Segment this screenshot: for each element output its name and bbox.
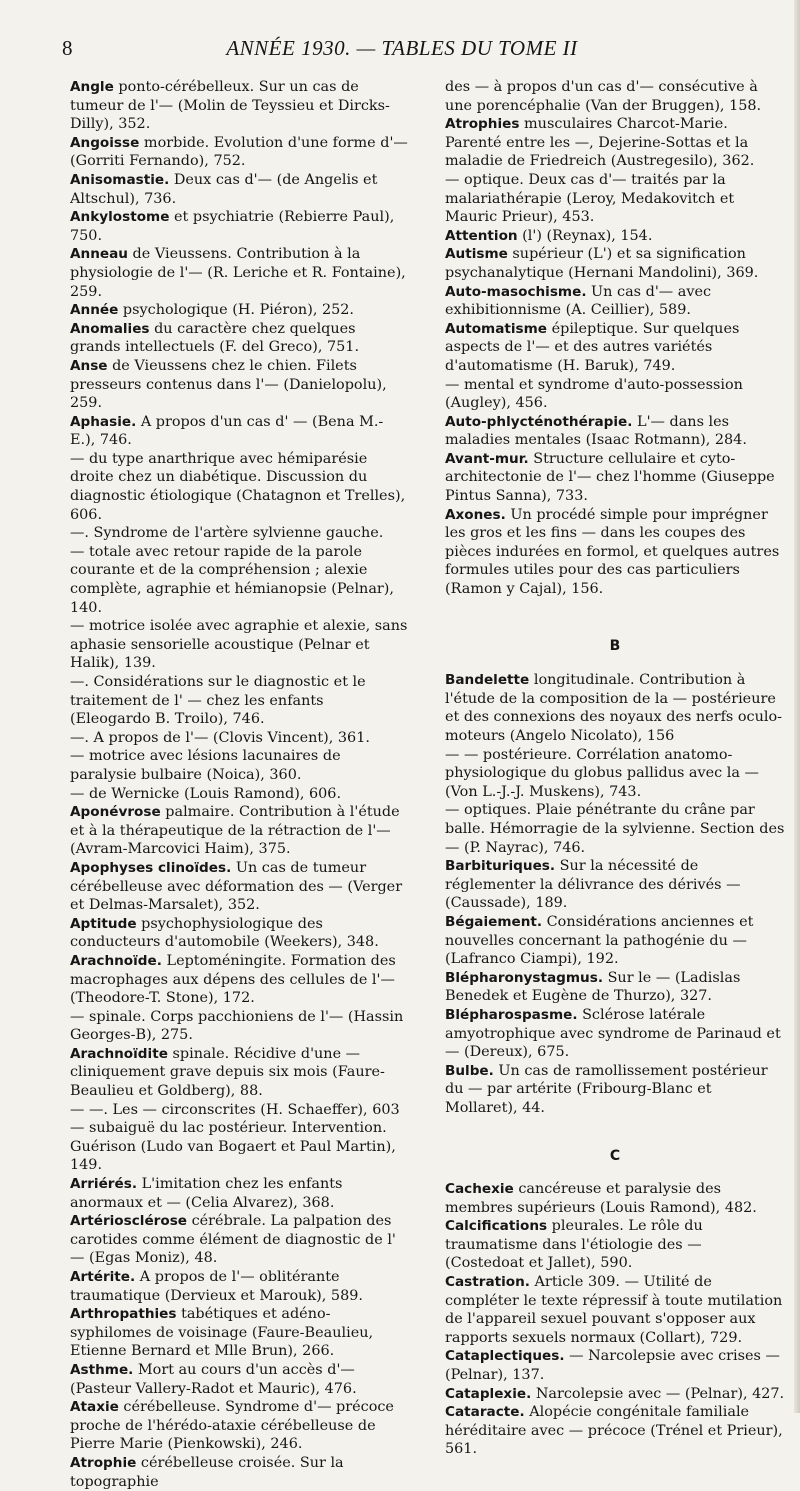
index-entry (70, 1101, 408, 1120)
index-entry (445, 671, 785, 745)
entry-text: — spinale. Corps pacchioniens de l'— (Hassin Georges-B), 275. (70, 1008, 404, 1044)
index-entry (70, 1119, 408, 1175)
entry-text: et psychiatrie (Rebierre Paul), 750. (70, 209, 395, 244)
entry-text: morbide. Evolution d'une forme d'— (Gorriti Fernando), 752. (70, 134, 408, 170)
entry-headword: Auto-masochisme. (445, 283, 587, 300)
entry-headword: Arachnoïde. (70, 952, 162, 969)
entry-text: Article 309. — Utilité de compléter le texte répressif à toute mutilation de l'appareil sexuel pouvant s'opposer aux rapports sexuels normaux (Collart), 729. (445, 1274, 783, 1346)
page-number: 8 (62, 36, 73, 60)
index-entry (445, 913, 785, 969)
index-entry (70, 729, 408, 748)
entry-text: — optique. Deux cas d'— traités par la malariathérapie (Leroy, Medakovitch et Mauric Prieur), 453. (445, 171, 735, 226)
index-entry (70, 357, 408, 413)
entry-text: Un procédé simple pour imprégner les gros et les fins — dans les coupes des pièces indurées en formol, et quelques autres formules utiles pour des cas particuliers (Ramon y Cajal), 156. (445, 506, 780, 598)
entry-text: Alopécie congénitale familiale héréditaire avec — précoce (Trénel et Prieur), 561. (445, 1404, 783, 1458)
entry-text: tabétiques et adéno-syphilomes de voisinage (Faure-Beaulieu, Etienne Bernard et Mlle Brun), 266. (70, 1306, 374, 1360)
index-entry (445, 1273, 785, 1347)
index-entry (445, 801, 785, 857)
entry-text: —. Syndrome de l'artère sylvienne gauche. (70, 525, 384, 542)
index-entry (70, 413, 408, 450)
entry-headword: Apophyses clinoïdes. (70, 859, 232, 876)
entry-headword: Blépharospasme. (445, 1006, 578, 1023)
entry-headword: Barbituriques. (445, 858, 556, 875)
entry-headword: Arthropathies (70, 1306, 177, 1323)
entry-headword: Atrophies (445, 116, 520, 133)
entry-headword: Automatisme (445, 320, 548, 337)
entry-headword: Cataracte. (445, 1404, 525, 1421)
entry-text: — de Wernicke (Louis Ramond), 606. (70, 785, 342, 802)
page-edge (794, 0, 800, 1413)
index-entry (445, 283, 785, 320)
entry-text: — motrice isolée avec agraphie et alexie, sans aphasie sensorielle acoustique (Pelnar et Halik), 139. (70, 618, 408, 672)
entry-text: pleurales. Le rôle du traumatisme dans l'étiologie des — (Costedoat et Jallet), 590. (445, 1218, 703, 1272)
right-entries-c (445, 1180, 785, 1459)
index-entry (70, 785, 408, 804)
entry-headword: Cachexie (445, 1181, 514, 1198)
index-entry (445, 376, 785, 413)
index-entry (445, 1385, 785, 1404)
left-column (70, 78, 408, 1491)
index-entry (445, 1062, 785, 1118)
index-entry (70, 171, 408, 208)
entry-text: Un cas d'— avec exhibitionnisme (A. Ceillier), 589. (445, 283, 712, 319)
entry-headword: Axones. (445, 506, 506, 523)
index-entry (445, 1180, 785, 1217)
index-entry (70, 1454, 408, 1491)
entry-headword: Artériosclérose (70, 1213, 188, 1230)
index-entry (70, 208, 408, 245)
entry-headword: Angoisse (70, 134, 140, 151)
entry-text: Deux cas d'— (de Angelis et Altschul), 736. (70, 171, 378, 207)
entry-headword: Cataplectiques. (445, 1348, 565, 1365)
entry-text: Sur la nécessité de réglementer la délivrance des dérivés — (Caussade), 189. (445, 858, 741, 912)
index-entry (70, 301, 408, 320)
index-entry (70, 915, 408, 952)
entry-text: — —. Les — circonscrites (H. Schaeffer), 603 (70, 1101, 400, 1118)
entry-headword: Ataxie (70, 1399, 119, 1416)
entry-headword: Année (70, 302, 119, 319)
entry-text: Narcolepsie avec — (Pelnar), 427. (531, 1385, 785, 1402)
entry-text: cérébrale. La palpation des carotides comme élément de diagnostic de l' — (Egas Moniz), 48. (70, 1213, 396, 1267)
entry-text: Leptoméningite. Formation des macrophages aux dépens des cellules de l'— (Theodore-T. Stone), 172. (70, 952, 396, 1007)
entry-headword: Asthme. (70, 1361, 134, 1378)
index-entry (445, 1403, 785, 1459)
entry-text: cérébelleuse. Syndrome d'— précoce proche de l'hérédo-ataxie cérébelleuse de Pierre Marie (Pienkowski), 246. (70, 1399, 394, 1453)
entry-headword: Anneau (70, 246, 128, 263)
index-entry (70, 803, 408, 859)
entry-headword: Bandelette (445, 672, 530, 689)
index-entry (70, 1398, 408, 1454)
entry-headword: Attention (445, 227, 518, 244)
entry-text: — motrice avec lésions lacunaires de paralysie bulbaire (Noica), 360. (70, 748, 341, 783)
index-entry (70, 1175, 408, 1212)
entry-text: des — à propos d'un cas d'— consécutive à une porencéphalie (Van der Bruggen), 158. (445, 79, 762, 114)
entry-text: (l') (Reynax), 154. (517, 227, 653, 244)
entry-headword: Bégaiement. (445, 913, 543, 930)
entry-headword: Aptitude (70, 915, 137, 932)
index-entry (70, 1045, 408, 1101)
index-entry (445, 506, 785, 599)
entry-text: Sur le — (Ladislas Benedek et Eugène de Thurzo), 327. (445, 969, 741, 1005)
entry-text: Mort au cours d'un accès d'— (Pasteur Vallery-Radot et Mauric), 476. (70, 1361, 357, 1397)
entry-headword: Arriérés. (70, 1176, 137, 1193)
entry-text: Structure cellulaire et cyto-architectonie de l'— chez l'homme (Giuseppe Pintus Sanna), 733. (445, 450, 775, 505)
entry-text: Un cas de ramollissement postérieur du — par artérite (Fribourg-Blanc et Mollaret), 44. (445, 1062, 768, 1116)
entry-text: Sclérose latérale amyotrophique avec syndrome de Parinaud et — (Dereux), 675. (445, 1006, 781, 1061)
index-entry (70, 78, 408, 134)
entry-text: — Narcolepsie avec crises — (Pelnar), 137. (445, 1348, 780, 1383)
index-entry (445, 746, 785, 802)
entry-headword: Anisomastie. (70, 171, 170, 188)
index-entry (445, 227, 785, 246)
entry-text: de Vieussens chez le chien. Filets presseurs contenus dans l'— (Danielopolu), 259. (70, 357, 387, 412)
entry-headword: Angle (70, 79, 114, 95)
index-entry (70, 1361, 408, 1398)
entry-headword: Aponévrose (70, 804, 161, 821)
index-entry (70, 673, 408, 729)
entry-text: —. Considérations sur le diagnostic et le traitement de l' — chez les enfants (Eleogardo B. Troilo), 746. (70, 674, 366, 728)
entry-text: — totale avec retour rapide de la parole courante et de la compréhension ; alexie complète, agraphie et hémianopsie (Pelnar), 140. (70, 543, 394, 616)
running-title: ANNÉE 1930. — TABLES DU TOME II (226, 36, 578, 60)
index-entry (70, 1008, 408, 1045)
index-entry (70, 320, 408, 357)
entry-text: — — postérieure. Corrélation anatomo-physiologique du globus pallidus avec la — (Von L.-J.-J. Muskens), 743. (445, 746, 759, 800)
index-entry (445, 1006, 785, 1062)
entry-text: cancéreuse et paralysie des membres supérieurs (Louis Ramond), 482. (445, 1181, 757, 1216)
index-entry (445, 245, 785, 282)
entry-text: Considérations anciennes et nouvelles concernant la pathogénie du — (Lafranco Ciampi), 192. (445, 913, 754, 968)
index-entry (70, 1212, 408, 1268)
right-entries-b (445, 671, 785, 1117)
entry-text: — mental et syndrome d'auto-possession (Augley), 456. (445, 376, 743, 412)
right-column (445, 78, 785, 1459)
index-entry (70, 524, 408, 543)
right-entries-a (445, 78, 785, 599)
entry-text: épileptique. Sur quelques aspects de l'— et des autres variétés d'automatisme (H. Baruk), 749. (445, 320, 740, 374)
section-letter-c: C (609, 1148, 621, 1165)
index-entry (445, 171, 785, 227)
entry-text: A propos d'un cas d' — (Bena M.-E.), 746. (70, 413, 384, 449)
entry-headword: Castration. (445, 1274, 530, 1291)
entry-headword: Artérite. (70, 1269, 136, 1285)
entry-text: ponto-cérébelleux. Sur un cas de tumeur de l'— (Molin de Teyssieu et Dircks-Dilly), 352. (70, 79, 390, 133)
entry-headword: Auto-phlycténothérapie. (445, 413, 633, 430)
entry-text: spinale. Récidive d'une — cliniquement grave depuis six mois (Faure-Beaulieu et Goldberg), 88. (70, 1045, 385, 1100)
index-entry (445, 857, 785, 913)
entry-text: longitudinale. Contribution à l'étude de la composition de la — postérieure et des connexions des noyaux des nerfs oculo-moteurs (Angelo Nicolato), 156 (445, 672, 782, 744)
index-entry (70, 245, 408, 301)
entry-headword: Bulbe. (445, 1062, 494, 1079)
index-entry (70, 1305, 408, 1361)
index-entry (445, 1217, 785, 1273)
entry-text: du caractère chez quelques grands intellectuels (F. del Greco), 751. (70, 320, 360, 356)
entry-text: — optiques. Plaie pénétrante du crâne par balle. Hémorragie de la sylvienne. Section des — (P. Nayrac), 746. (445, 802, 785, 856)
entry-headword: Aphasie. (70, 413, 137, 430)
index-entry (70, 859, 408, 915)
index-entry (445, 1347, 785, 1384)
index-entry (70, 617, 408, 673)
entry-text: — du type anarthrique avec hémiparésie droite chez un diabétique. Discussion du diagnostic étiologique (Chatagnon et Trelles), 606. (70, 450, 406, 523)
index-entry (445, 969, 785, 1006)
index-entry (445, 115, 785, 171)
entry-text: cérébelleuse croisée. Sur la topographie (70, 1454, 344, 1490)
index-entry (70, 134, 408, 171)
section-letter-b: B (609, 637, 621, 654)
entry-text: supérieur (L') et sa signification psychanalytique (Hernani Mandolini), 369. (445, 246, 759, 281)
entry-headword: Arachnoïdite (70, 1045, 168, 1062)
entry-headword: Calcifications (445, 1218, 548, 1235)
index-entry (445, 413, 785, 450)
entry-text: L'imitation chez les enfants anormaux et — (Celia Alvarez), 368. (70, 1176, 343, 1211)
running-header (62, 36, 742, 66)
index-entry (70, 952, 408, 1008)
entry-text: Un cas de tumeur cérébelleuse avec déformation des — (Verger et Delmas-Marsalet), 352. (70, 859, 403, 914)
entry-text: psychophysiologique des conducteurs d'automobile (Weekers), 348. (70, 915, 379, 951)
entry-text: de Vieussens. Contribution à la physiologie de l'— (R. Leriche et R. Fontaine), 259. (70, 246, 406, 300)
entry-text: — subaiguë du lac postérieur. Intervention. Guérison (Ludo van Bogaert et Paul Martin), 149. (70, 1120, 396, 1174)
entry-text: A propos de l'— oblitérante traumatique (Dervieux et Marouk), 589. (70, 1269, 363, 1304)
index-entry (70, 543, 408, 617)
index-entry (445, 320, 785, 376)
entry-text: palmaire. Contribution à l'étude et à la thérapeutique de la rétraction de l'— (Avram-Marcovici Haim), 375. (70, 804, 400, 858)
entry-headword: Autisme (445, 246, 508, 263)
entry-headword: Avant-mur. (445, 450, 529, 467)
index-entry (70, 1268, 408, 1305)
entry-text: psychologique (H. Piéron), 252. (118, 302, 355, 319)
entry-headword: Blépharonystagmus. (445, 969, 603, 986)
index-entry (445, 78, 785, 115)
index-entry (70, 747, 408, 784)
entry-headword: Atrophie (70, 1454, 137, 1471)
index-entry (445, 450, 785, 506)
entry-headword: Anomalies (70, 320, 150, 337)
entry-text: L'— dans les maladies mentales (Isaac Rotmann), 284. (445, 413, 747, 449)
entry-headword: Ankylostome (70, 209, 170, 226)
entry-headword: Anse (70, 357, 108, 374)
index-entry (70, 450, 408, 524)
entry-text: musculaires Charcot-Marie. Parenté entre les —, Dejerine-Sottas et la maladie de Friedreich (Austregesilo), 362. (445, 116, 755, 170)
entry-text: —. A propos de l'— (Clovis Vincent), 361. (70, 729, 370, 746)
entry-headword: Cataplexie. (445, 1385, 532, 1402)
